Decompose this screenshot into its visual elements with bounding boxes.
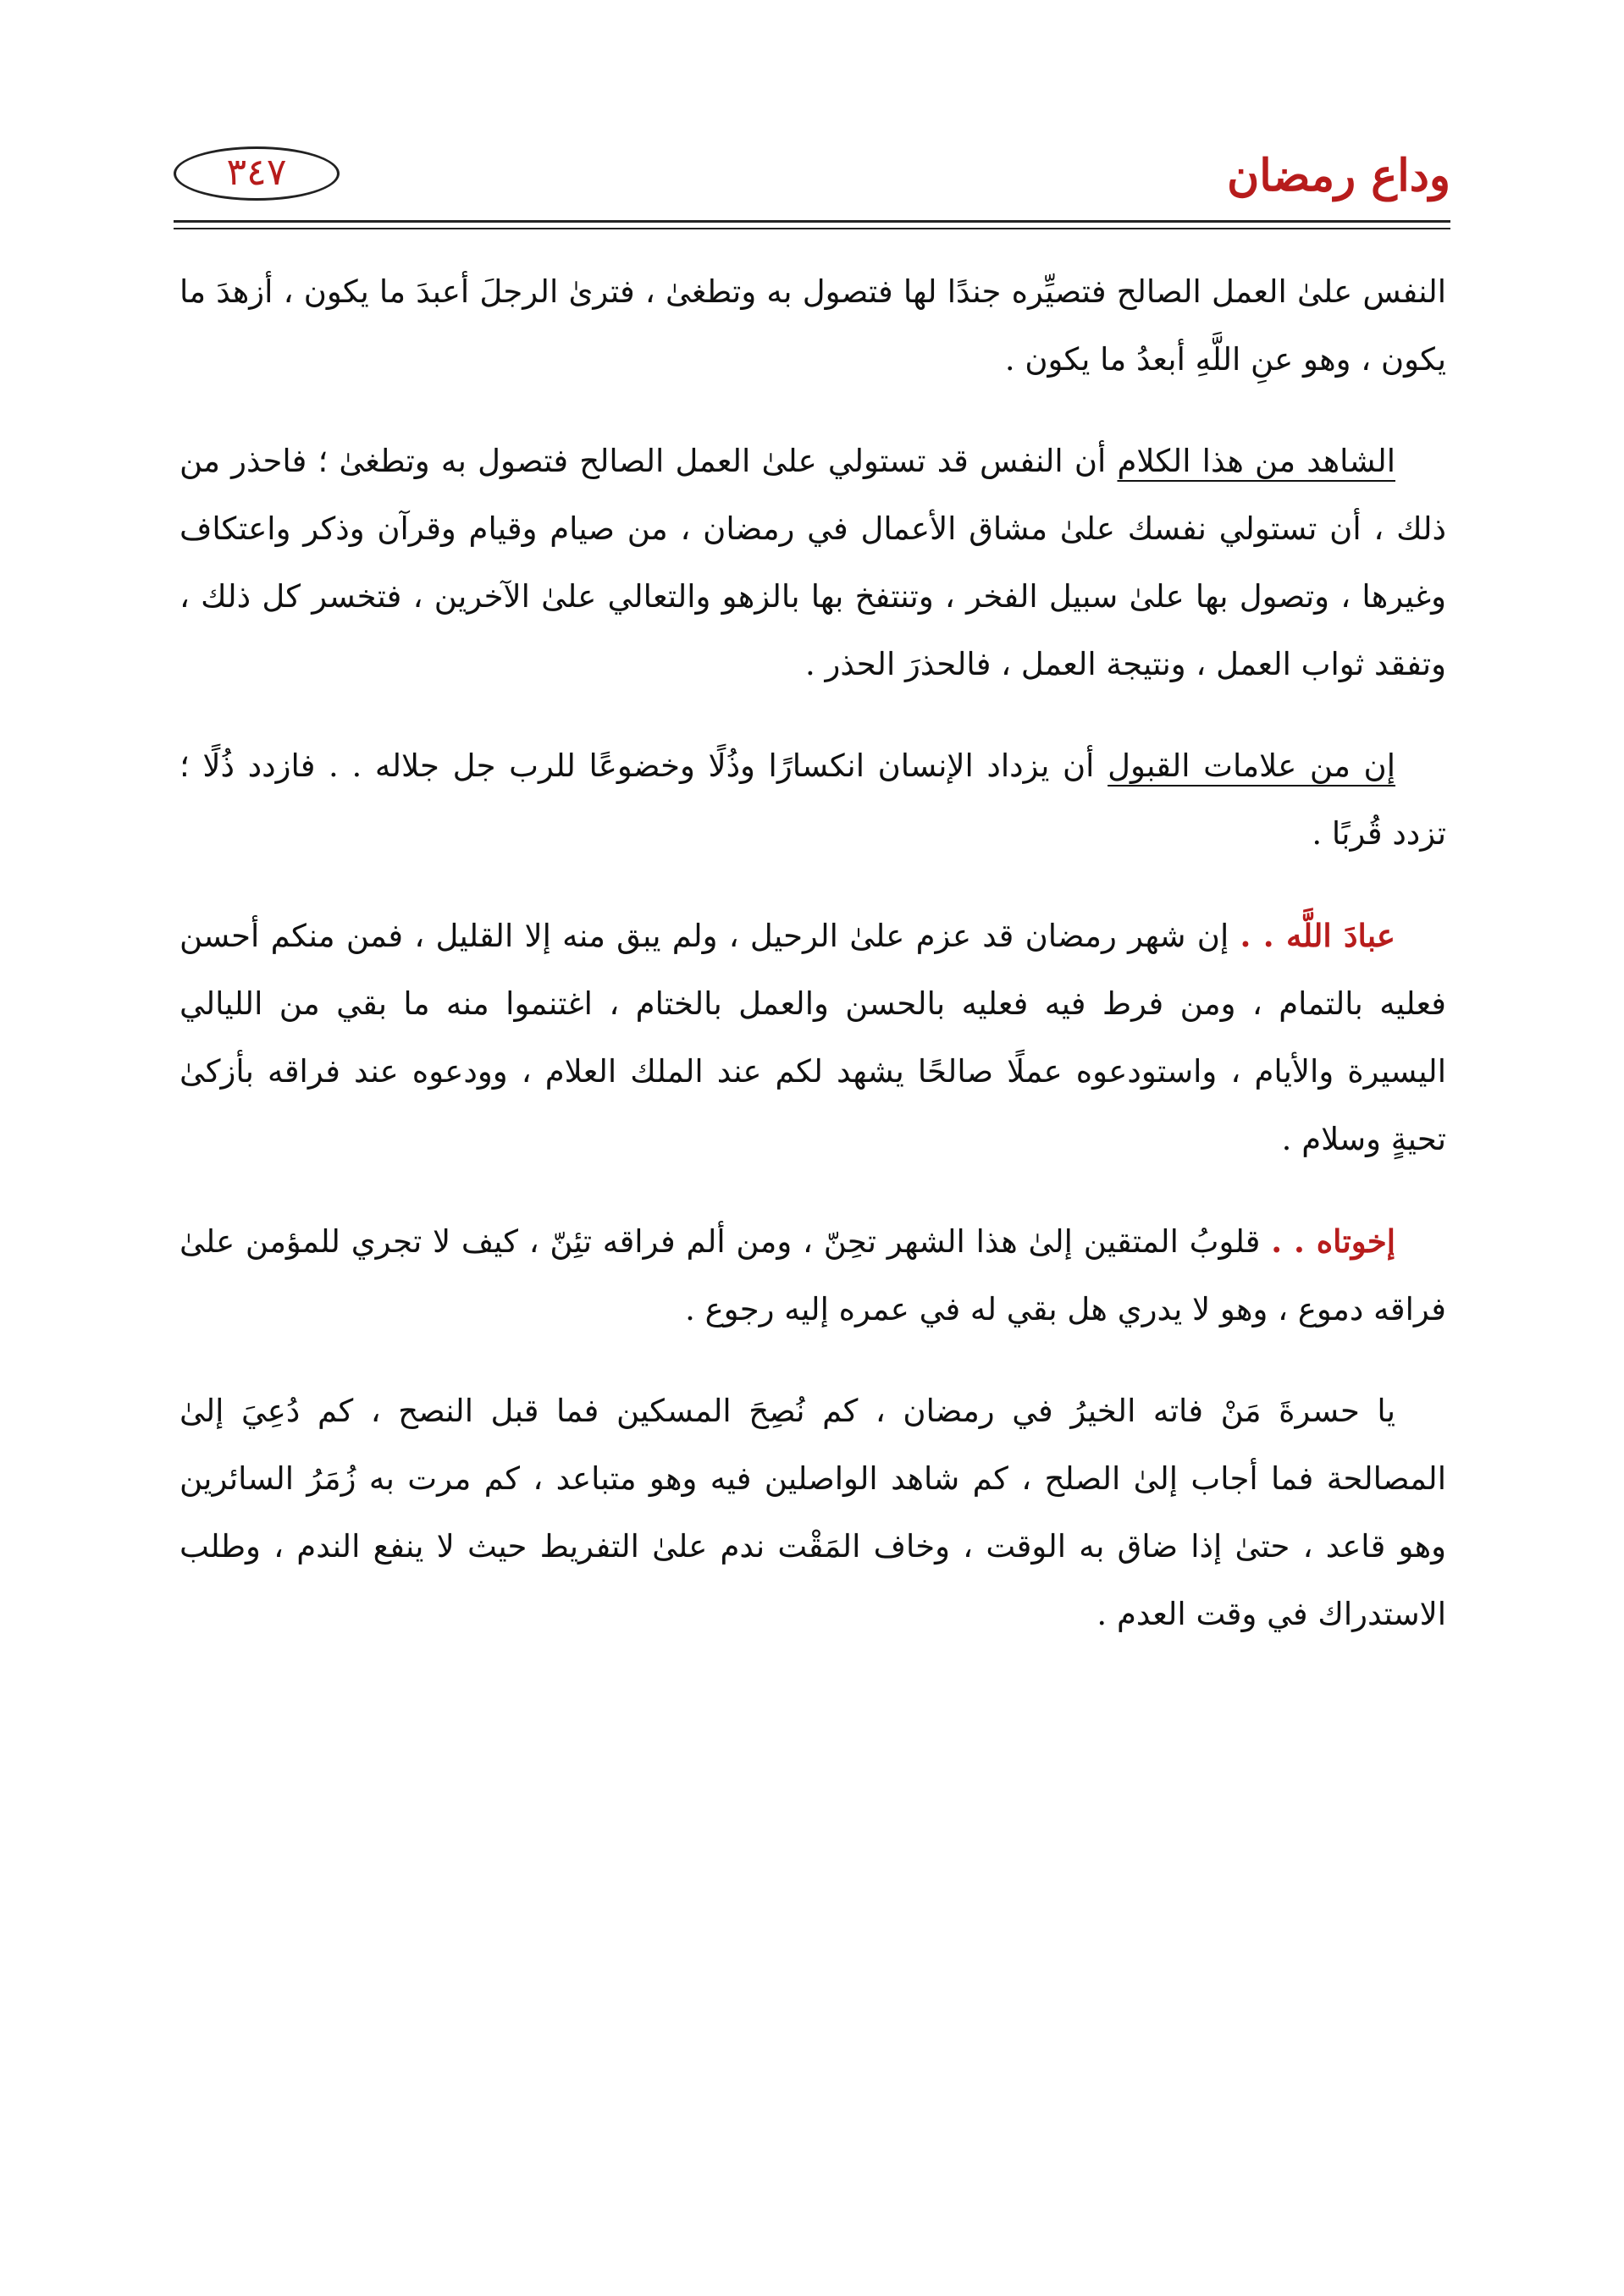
paragraph-lead-underlined: الشاهد من هذا الكلام [1117, 443, 1395, 479]
paragraph-lead-underlined: إن من علامات القبول [1108, 748, 1395, 784]
paragraph-1 [180, 258, 1446, 394]
page-header [174, 131, 1450, 216]
paragraph-text: أن يزداد الإنسان انكسارًا وذُلًا وخضوعًا للرب جل جلاله . . فازدد ذُلًا ؛ تزدد قُربًا . [180, 748, 1446, 852]
paragraph-text: يا حسرةَ مَنْ فاته الخيرُ في رمضان ، كم نُصِحَ المسكين فما قبل النصح ، كم دُعِيَ إلىٰ المصالحة فما أجاب إلىٰ الصلح ، كم شاهد الواصلين فيه وهو متباعد ، كم مرت به زُمَرُ السائرين وهو قاعد ، حتىٰ إذا ضاق به الوقت ، وخاف المَقْت ندم علىٰ التفريط حيث لا ينفع الندم ، وطلب الاستدراك في وقت العدم . [180, 1393, 1446, 1632]
paragraph-6 [180, 1377, 1446, 1648]
paragraph-lead-red: إخوتاه . . [1271, 1223, 1396, 1260]
paragraph-3 [180, 732, 1446, 868]
paragraph-2 [180, 428, 1446, 698]
paragraph-text: أن النفس قد تستولي علىٰ العمل الصالح فتصول به وتطغىٰ ؛ فاحذر من ذلك ، أن تستولي نفسك علىٰ مشاق الأعمال في رمضان ، من صيام وقيام وقرآن وذكر واعتكاف وغيرها ، وتصول بها علىٰ سبيل الفخر ، وتنتفخ بها بالزهو والتعالي علىٰ الآخرين ، فتخسر كل ذلك ، وتفقد ثواب العمل ، ونتيجة العمل ، فالحذرَ الحذر . [180, 443, 1446, 682]
paragraph-lead-red: عبادَ اللَّه . . [1240, 917, 1395, 954]
paragraph-text: إن شهر رمضان قد عزم علىٰ الرحيل ، ولم يبق منه إلا القليل ، فمن منكم أحسن فعليه بالتمام ، ومن فرط فيه فعليه بالحسن والعمل بالختام ، اغتنموا منه ما بقي من الليالي اليسيرة والأيام ، واستودعوه عملًا صالحًا يشهد لكم عند الملك العلام ، وودعوه عند فراقه بأزكىٰ تحيةٍ وسلام . [180, 918, 1446, 1157]
header-divider-thick [174, 220, 1450, 223]
page-body [180, 258, 1446, 1682]
paragraph-text: النفس علىٰ العمل الصالح فتصيِّره جندًا لها فتصول به وتطغىٰ ، فترىٰ الرجلَ أعبدَ ما يكون ، أزهدَ ما يكون ، وهو عنِ اللَّهِ أبعدُ ما يكون . [180, 273, 1446, 378]
paragraph-5 [180, 1207, 1446, 1344]
paragraph-4 [180, 902, 1446, 1173]
chapter-title: وداع رمضان [1227, 150, 1450, 201]
page-number-badge: ٣٤٧ [174, 146, 340, 201]
header-divider-thin [174, 228, 1450, 229]
paragraph-text: قلوبُ المتقين إلىٰ هذا الشهر تحِنّ ، ومن ألم فراقه تئِنّ ، كيف لا تجري للمؤمن علىٰ فراقه دموع ، وهو لا يدري هل بقي له في عمره إليه رجوع . [180, 1223, 1446, 1327]
